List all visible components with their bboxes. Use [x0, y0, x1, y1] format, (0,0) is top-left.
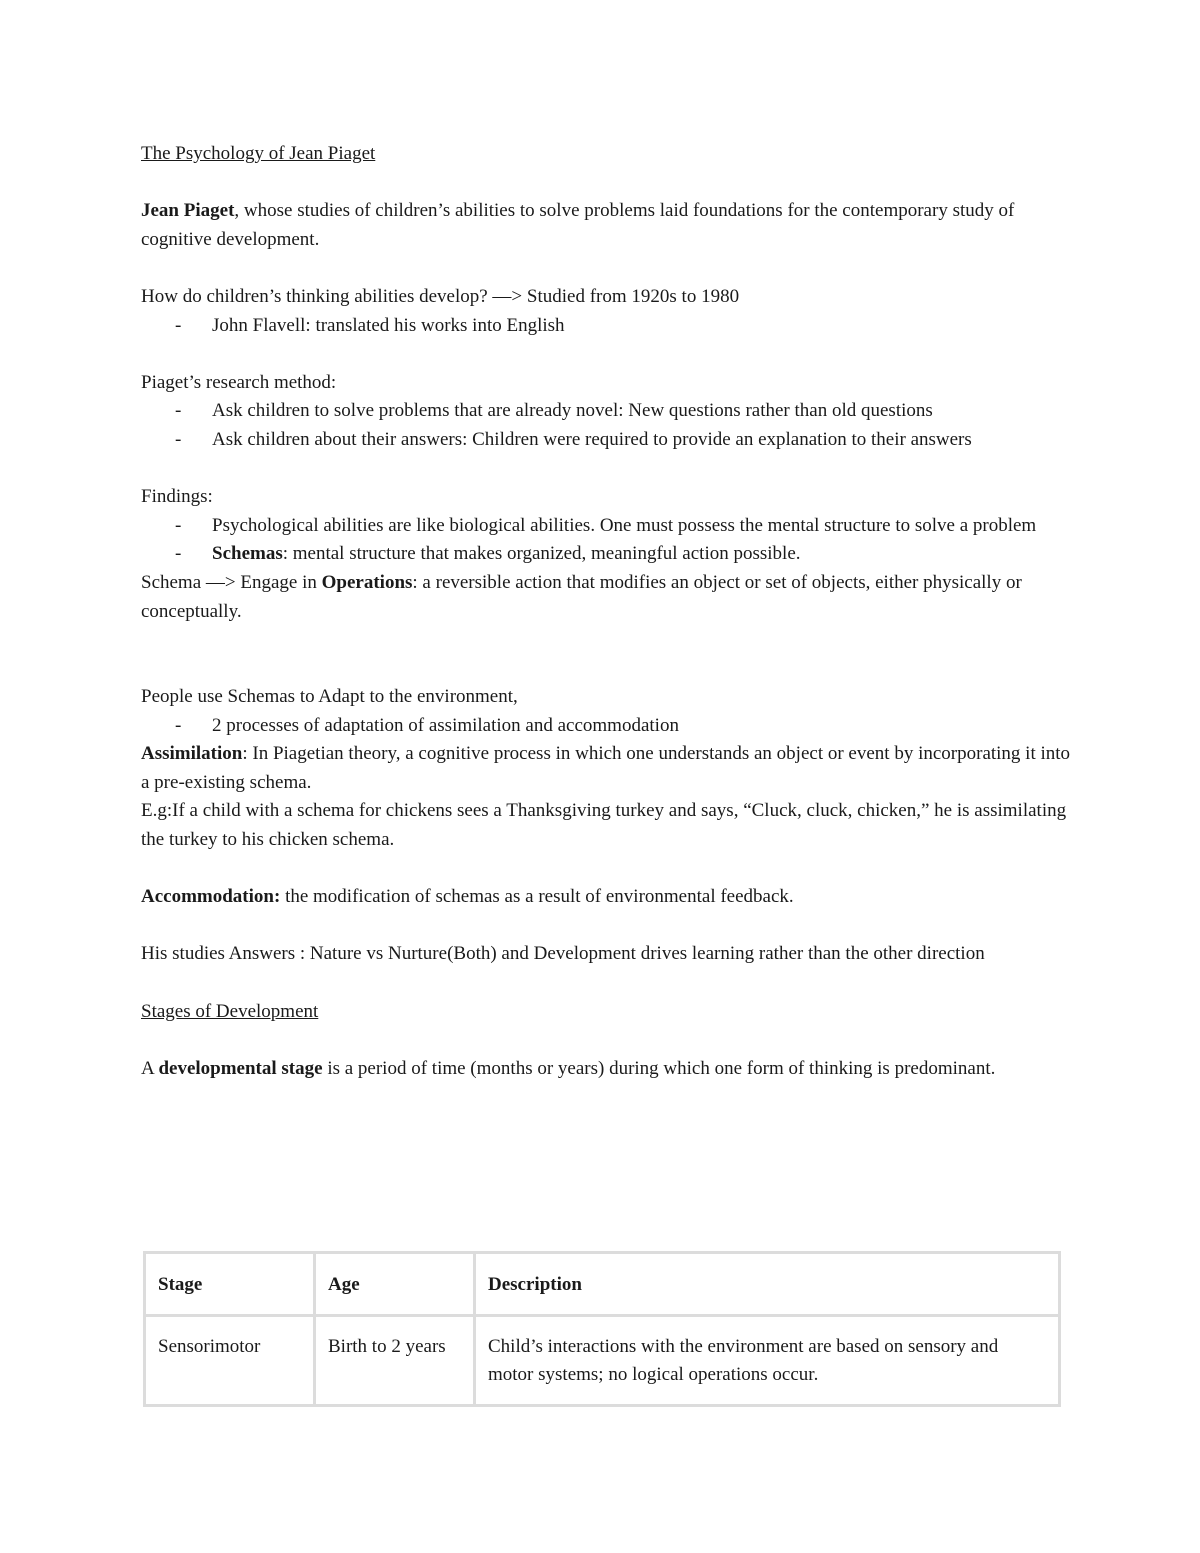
spacer: [141, 169, 1071, 198]
spacer: [141, 254, 1071, 283]
dash-marker: -: [175, 514, 182, 536]
list-item-text: Psychological abilities are like biological abilities. One must possess the mental structure to solve a problem: [212, 514, 1037, 536]
spacer: [141, 855, 1071, 884]
list-item-text: Ask children to solve problems that are already novel: New questions rather than old questions: [212, 400, 933, 422]
answers-paragraph: His studies Answers : Nature vs Nurture(Both) and Development drives learning rather than the other direction: [141, 943, 985, 965]
intro-paragraph: [141, 197, 1071, 254]
spacer: [141, 912, 1071, 941]
findings-list: [141, 512, 1071, 569]
intro-bold: Jean Piaget: [141, 200, 235, 222]
assimilation-example: E.g:If a child with a schema for chickens sees a Thanksgiving turkey and says, “Cluck, cluck, chicken,” he is assimilating the turkey to his chicken schema.: [141, 800, 1067, 851]
method-heading: Piaget’s research method:: [141, 371, 337, 393]
operations-text: : a reversible action that modifies an object or set of objects, either physically or conceptually.: [141, 571, 1022, 622]
stage-def-text: is a period of time (months or years) during which one form of thinking is predominant.: [322, 1057, 996, 1079]
dash-marker: -: [175, 314, 182, 336]
stages-heading: Stages of Development: [141, 1000, 319, 1022]
dash-marker: -: [175, 428, 182, 450]
stage-term: developmental stage: [158, 1057, 323, 1079]
list-item: [141, 540, 1071, 569]
accommodation-term: Accommodation:: [141, 886, 281, 908]
operations-pre: Schema —> Engage in: [141, 571, 322, 593]
dash-marker: -: [175, 714, 182, 736]
document-body: [141, 140, 1071, 1083]
question-paragraph: How do children’s thinking abilities develop? —> Studied from 1920s to 1980: [141, 285, 740, 307]
findings-heading: Findings:: [141, 486, 213, 508]
assimilation-term: Assimilation: [141, 743, 243, 765]
dash-marker: -: [175, 400, 182, 422]
adapt-list: [141, 712, 1071, 741]
list-item-text: 2 processes of adaptation of assimilation and accommodation: [212, 714, 679, 736]
list-item-text: Ask children about their answers: Children were required to provide an explanation to their answers: [212, 428, 972, 450]
spacer: [141, 626, 1071, 683]
spacer: [141, 969, 1071, 998]
spacer: [141, 1026, 1071, 1055]
column-header-stage: Stage: [145, 1253, 315, 1316]
assimilation-paragraph: [141, 740, 1071, 797]
document-title: The Psychology of Jean Piaget: [141, 143, 376, 164]
operations-paragraph: [141, 569, 1071, 626]
operations-term: Operations: [321, 571, 413, 593]
table-row: [145, 1315, 1060, 1405]
list-item: [141, 397, 1071, 426]
column-header-description: Description: [475, 1253, 1060, 1316]
schemas-term: Schemas: [212, 543, 283, 565]
list-item: [141, 312, 1071, 341]
column-header-age: Age: [315, 1253, 475, 1316]
list-item: [141, 712, 1071, 741]
table-header-row: [145, 1253, 1060, 1316]
stages-table: [143, 1251, 1061, 1407]
list-item: [141, 426, 1071, 455]
dash-marker: -: [175, 543, 182, 565]
spacer: [141, 340, 1071, 369]
accommodation-text: the modification of schemas as a result of environmental feedback.: [280, 886, 794, 908]
list-item-text: John Flavell: translated his works into English: [212, 314, 565, 336]
stage-def-pre: A: [141, 1057, 159, 1079]
assimilation-text: : In Piagetian theory, a cognitive process in which one understands an object or event by incorporating it into a pre-existing schema.: [141, 743, 1071, 793]
adapt-paragraph: People use Schemas to Adapt to the environment,: [141, 686, 518, 708]
accommodation-paragraph: [141, 883, 1071, 912]
table-cell-description: Child’s interactions with the environment are based on sensory and motor systems; no logical operations occur.: [475, 1315, 1060, 1405]
table-cell-age: Birth to 2 years: [315, 1315, 475, 1405]
list-item-text: : mental structure that makes organized, meaningful action possible.: [282, 543, 801, 565]
table-cell-stage: Sensorimotor: [145, 1315, 315, 1405]
method-list: [141, 397, 1071, 454]
list-item: [141, 512, 1071, 541]
stage-definition: [141, 1055, 1071, 1084]
question-list: [141, 312, 1071, 341]
intro-text: , whose studies of children’s abilities to solve problems laid foundations for the contemporary study of cognitive development.: [141, 200, 1015, 250]
spacer: [141, 455, 1071, 484]
